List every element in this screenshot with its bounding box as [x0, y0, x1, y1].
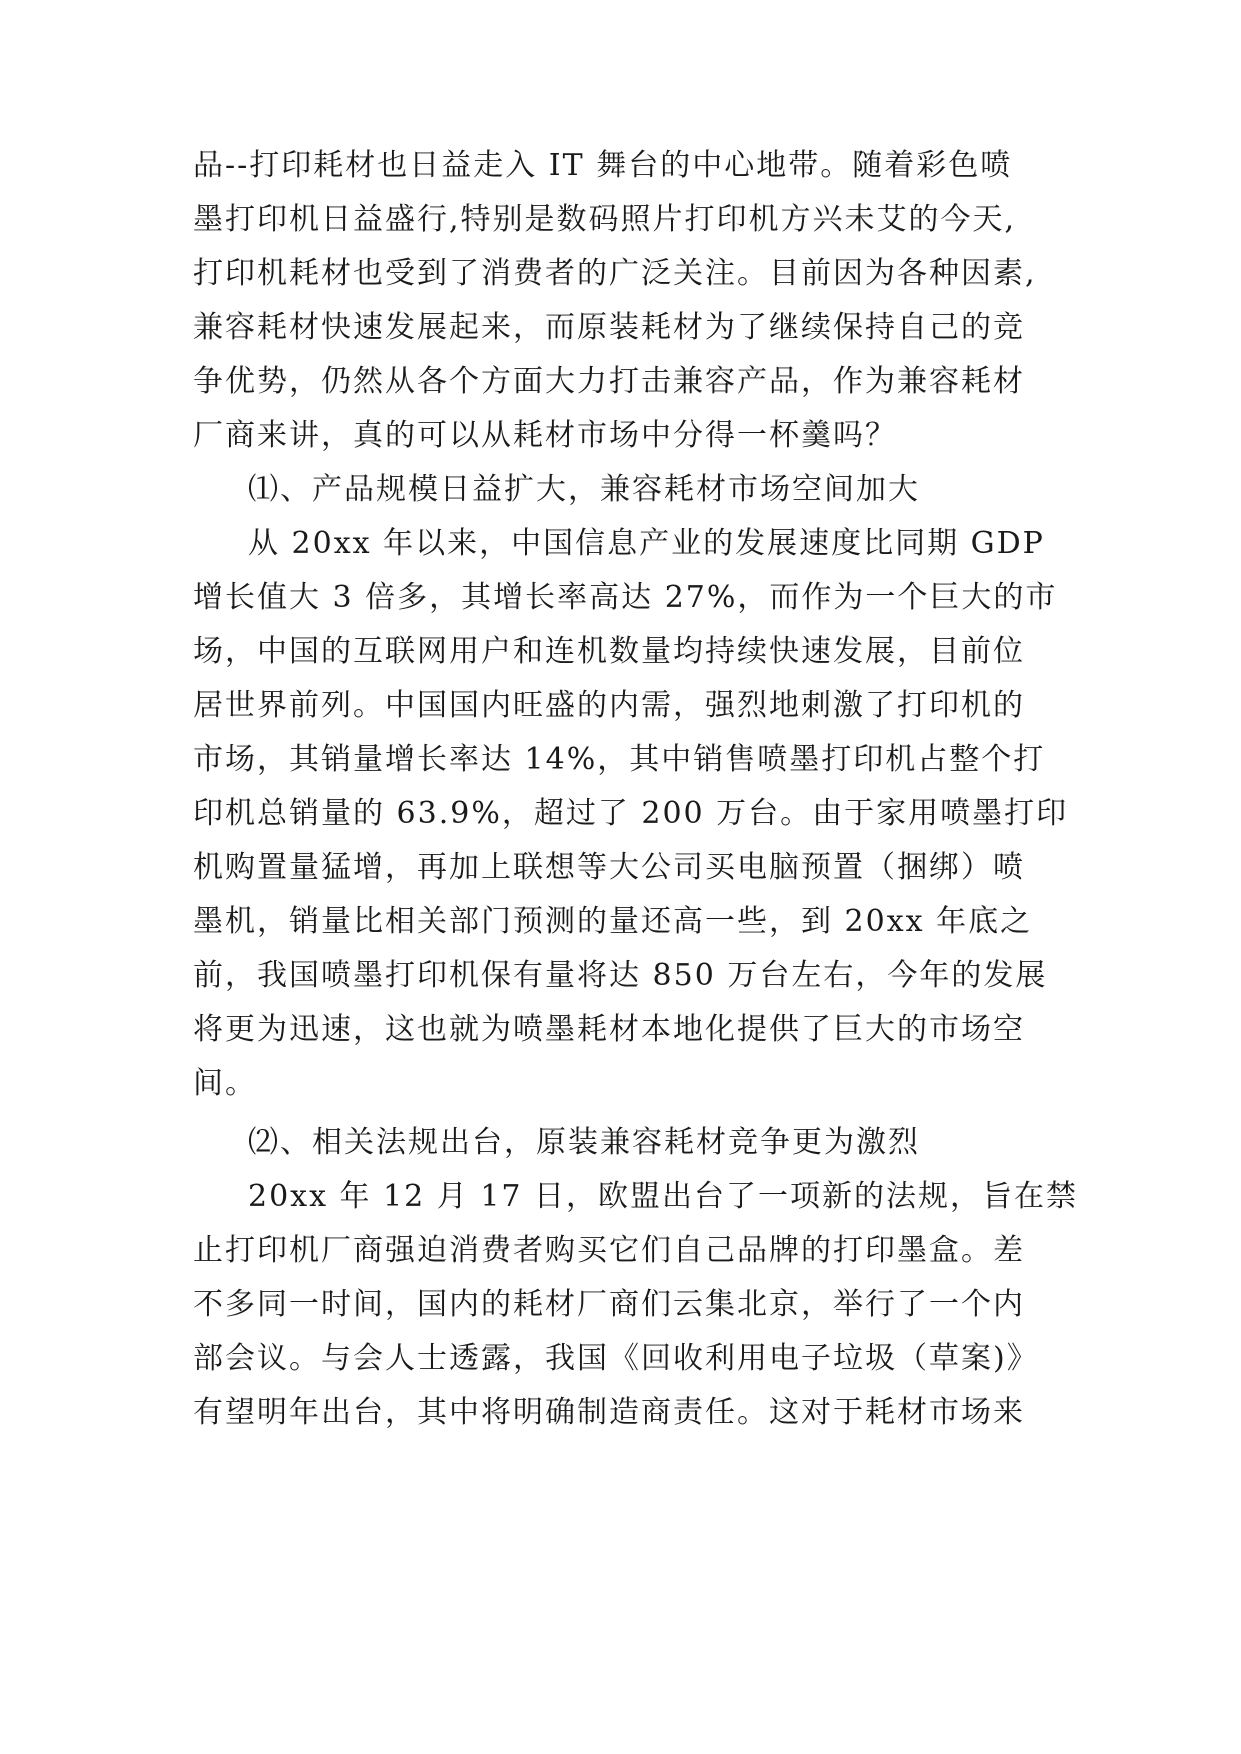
- text-line: 打印机耗材也受到了消费者的广泛关注。目前因为各种因素,: [193, 256, 1037, 291]
- text-line: 增长值大 3 倍多，其增长率高达 27%，而作为一个巨大的市: [193, 580, 1058, 615]
- text-line: 前，我国喷墨打印机保有量将达 850 万台左右，今年的发展: [193, 958, 1048, 993]
- text-line: 场，中国的互联网用户和连机数量均持续快速发展，目前位: [193, 634, 1025, 669]
- text-line: 厂商来讲，真的可以从耗材市场中分得一杯羹吗？: [193, 418, 897, 453]
- text-line: 市场，其销量增长率达 14%，其中销售喷墨打印机占整个打: [193, 742, 1046, 777]
- text-line: 居世界前列。中国国内旺盛的内需，强烈地刺激了打印机的: [193, 688, 1025, 723]
- text-line: 墨打印机日益盛行,特别是数码照片打印机方兴未艾的今天,: [193, 202, 1017, 237]
- text-line: 部会议。与会人士透露，我国《回收利用电子垃圾（草案)》: [193, 1341, 1039, 1376]
- text-line: 止打印机厂商强迫消费者购买它们自己品牌的打印墨盒。差: [193, 1233, 1025, 1268]
- text-line: 印机总销量的 63.9%，超过了 200 万台。由于家用喷墨打印: [193, 796, 1069, 831]
- section-heading-2: ⑵、相关法规出台，原装兼容耗材竞争更为激烈: [248, 1125, 920, 1160]
- text-line: 将更为迅速，这也就为喷墨耗材本地化提供了巨大的市场空: [193, 1012, 1025, 1047]
- text-line: 墨机，销量比相关部门预测的量还高一些，到 20xx 年底之: [193, 904, 1033, 939]
- text-line: 机购置量猛增，再加上联想等大公司买电脑预置（捆绑）喷: [193, 850, 1025, 885]
- text-line: 从 20xx 年以来，中国信息产业的发展速度比同期 GDP: [248, 526, 1045, 561]
- text-line: 不多同一时间，国内的耗材厂商们云集北京，举行了一个内: [193, 1287, 1025, 1322]
- section-heading-1: ⑴、产品规模日益扩大，兼容耗材市场空间加大: [248, 472, 920, 507]
- text-line: 争优势，仍然从各个方面大力打击兼容产品，作为兼容耗材: [193, 364, 1025, 399]
- text-line: 兼容耗材快速发展起来，而原装耗材为了继续保持自己的竞: [193, 310, 1025, 345]
- text-line: 有望明年出台，其中将明确制造商责任。这对于耗材市场来: [193, 1395, 1025, 1430]
- text-line: 间。: [193, 1066, 257, 1101]
- text-line: 品--打印耗材也日益走入 IT 舞台的中心地带。随着彩色喷: [193, 148, 1013, 183]
- text-line: 20xx 年 12 月 17 日，欧盟出台了一项新的法规，旨在禁: [248, 1179, 1079, 1214]
